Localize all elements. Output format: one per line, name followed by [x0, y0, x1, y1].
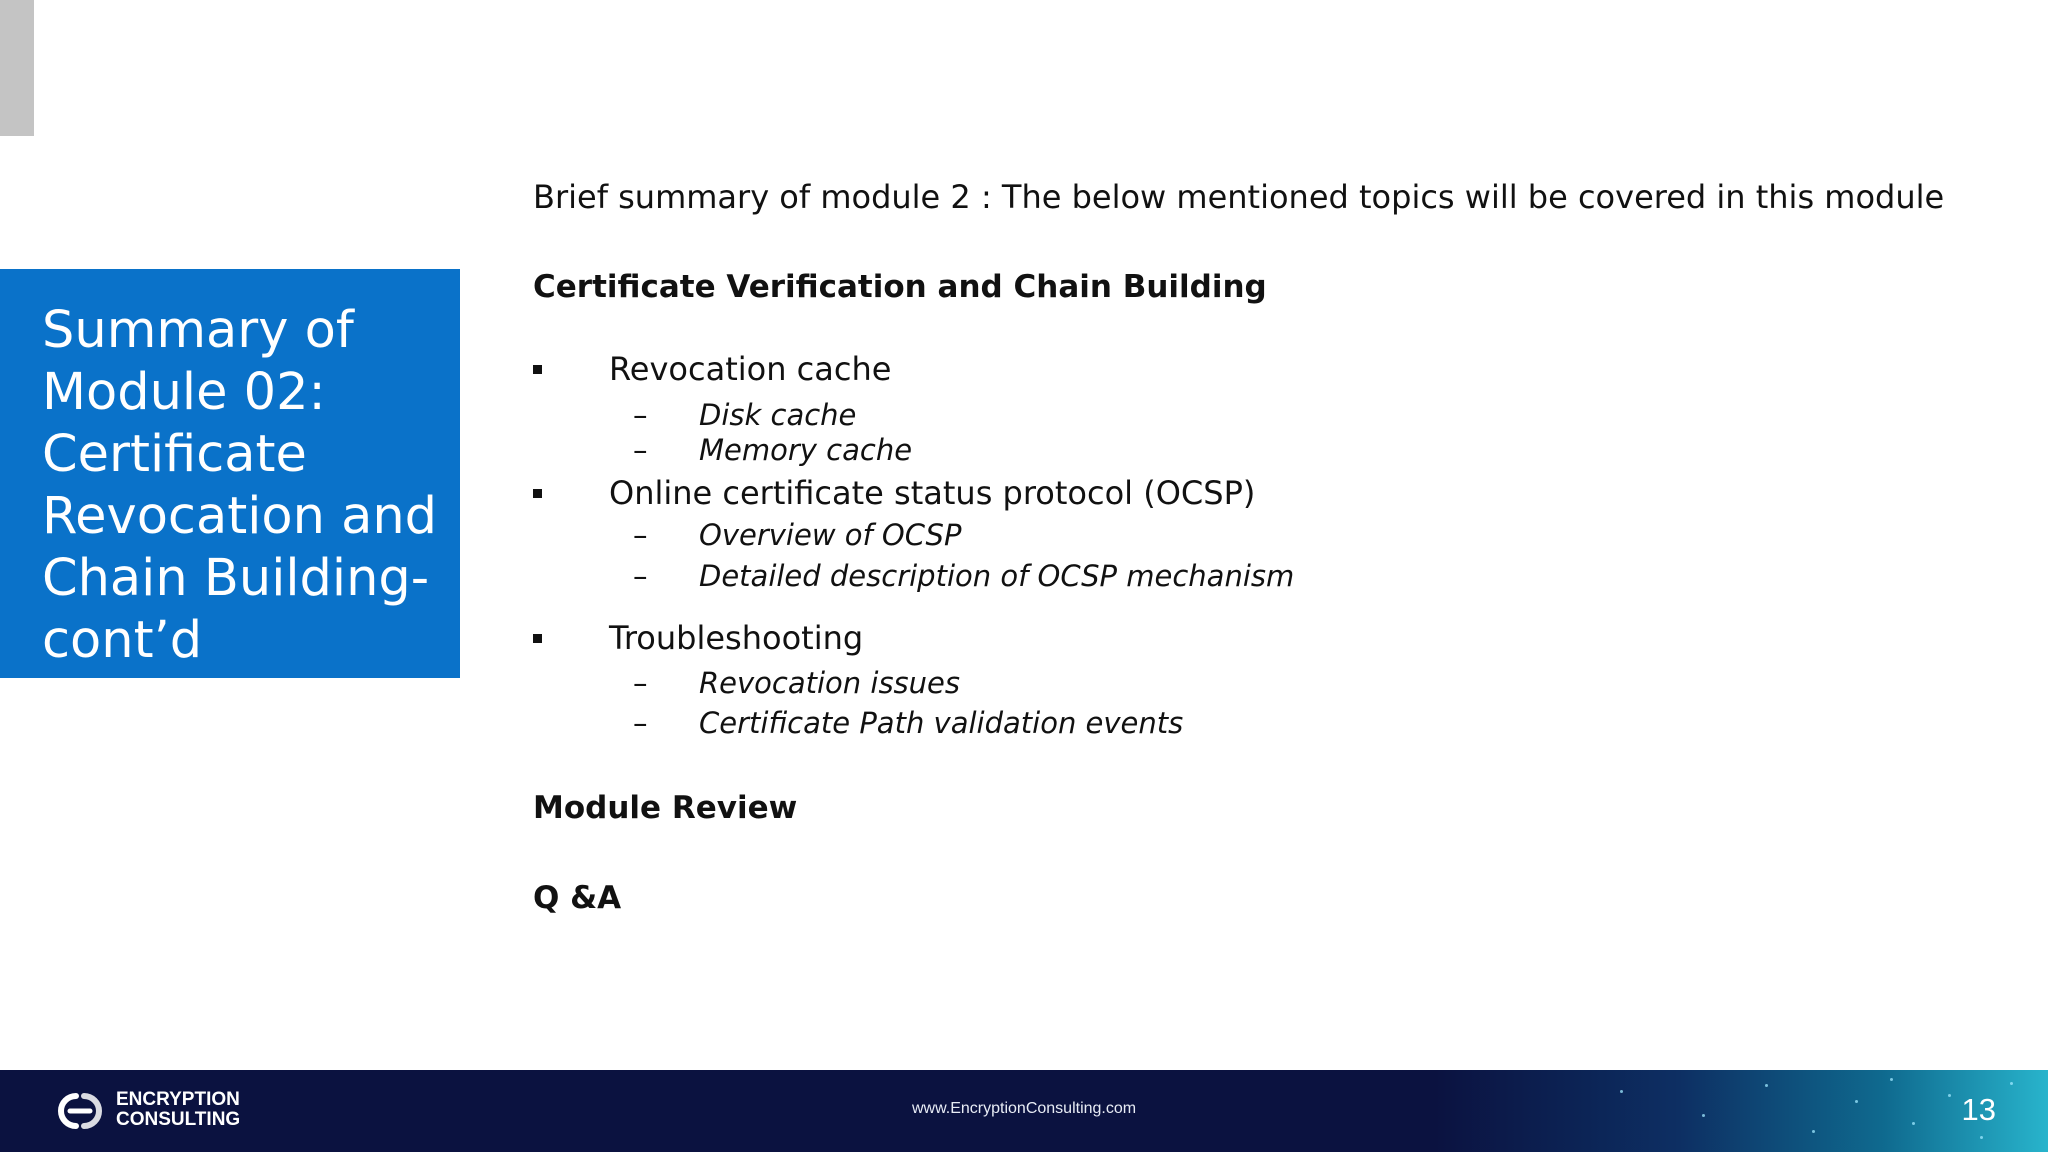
decor-dot [1855, 1100, 1858, 1103]
sub-item-label: Revocation issues [699, 666, 960, 700]
intro-text: Brief summary of module 2 : The below mentioned topics will be covered in this module [533, 178, 1945, 216]
sub-item-label: Overview of OCSP [699, 518, 962, 552]
decor-dot [1890, 1078, 1893, 1081]
footer-url[interactable]: www.EncryptionConsulting.com [912, 1100, 1137, 1117]
sub-item-label: Detailed description of OCSP mechanism [699, 559, 1295, 593]
section-heading: Certificate Verification and Chain Building [533, 269, 1267, 305]
bullet-label: Revocation cache [609, 350, 892, 388]
dash-icon: – [633, 433, 648, 467]
dash-icon: – [633, 559, 648, 593]
module-review-heading: Module Review [533, 790, 798, 826]
corner-accent-bar [0, 0, 34, 136]
square-bullet-icon [533, 489, 542, 498]
logo-line-1: ENCRYPTION [116, 1089, 240, 1110]
decor-dot [1812, 1130, 1815, 1133]
company-logo [50, 1086, 241, 1136]
decor-dot [1620, 1090, 1623, 1093]
logo-line-2: CONSULTING [116, 1109, 241, 1130]
decor-dot [1948, 1094, 1951, 1097]
dash-icon: – [633, 398, 648, 432]
bullet-label: Troubleshooting [609, 619, 864, 657]
square-bullet-icon [533, 634, 542, 643]
sub-item-label: Disk cache [699, 398, 857, 432]
dash-icon: – [633, 706, 648, 740]
sub-item-label: Memory cache [699, 433, 913, 467]
decor-dot [1912, 1122, 1915, 1125]
decor-dot [2010, 1082, 2013, 1085]
decor-dot [1980, 1136, 1983, 1139]
page-number: 13 [1961, 1092, 1996, 1127]
decor-dot [1702, 1114, 1705, 1117]
encryption-consulting-logo-icon [50, 1086, 110, 1136]
square-bullet-icon [533, 365, 542, 374]
sub-item-label: Certificate Path validation events [699, 706, 1184, 740]
dash-icon: – [633, 666, 648, 700]
qa-heading: Q &A [533, 880, 622, 916]
logo-wordmark [116, 1090, 240, 1130]
bullet-label: Online certificate status protocol (OCSP) [609, 474, 1256, 512]
slide-title: Summary of Module 02: Certificate Revocation and Chain Building- cont’d [42, 301, 438, 670]
decor-dot [1765, 1084, 1768, 1087]
footer-bar [0, 1070, 2048, 1152]
dash-icon: – [633, 518, 648, 552]
